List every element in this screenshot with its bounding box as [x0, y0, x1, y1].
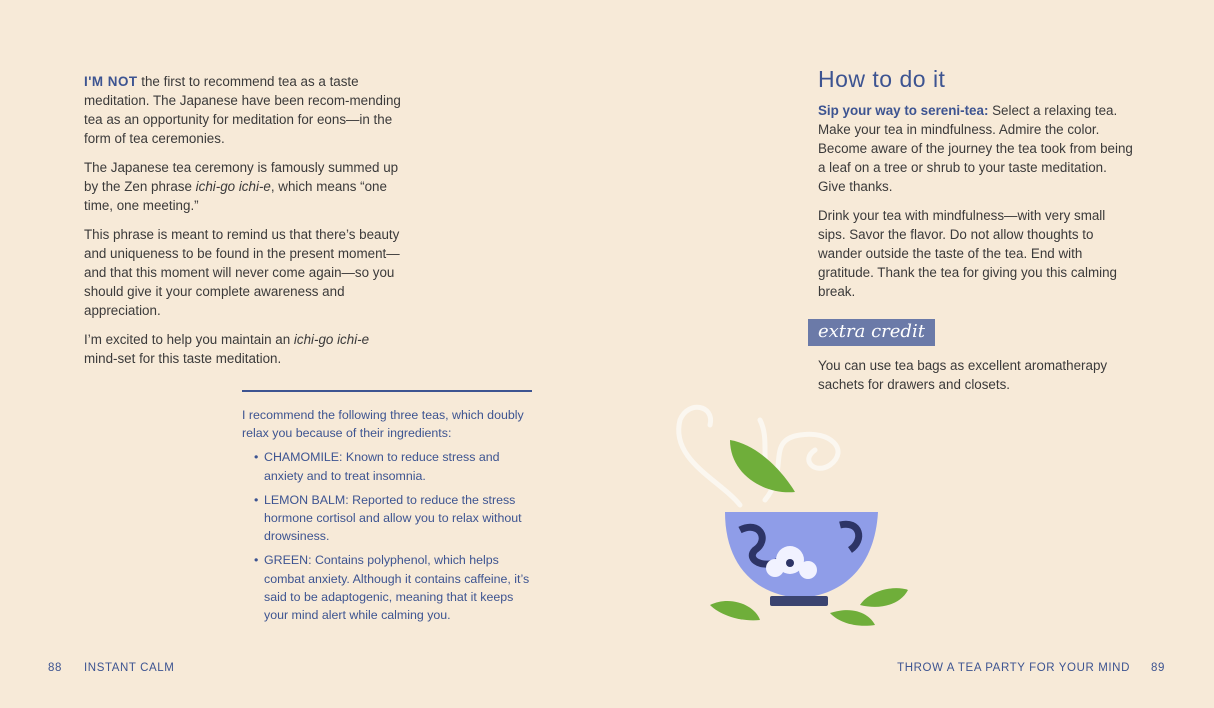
- italic-phrase: ichi-go ichi-e: [293, 332, 370, 347]
- text: , which means “one time, one meeting.”: [84, 179, 387, 213]
- lead-in: Sip your way to sereni-tea:: [818, 103, 989, 118]
- text: I’m excited to help you maintain an: [84, 332, 294, 347]
- right-body: [818, 66, 1133, 404]
- paragraph: [84, 330, 406, 368]
- section-heading: How to do it: [818, 66, 946, 92]
- left-body: [84, 72, 406, 378]
- page-number: 88: [48, 662, 62, 674]
- paragraph: This phrase is meant to remind us that there’s beauty and uniqueness to be found in the present moment—and that this moment will never come again—so you should give it your complete awareness and appreciation.: [84, 227, 400, 318]
- list-item: • LEMON BALM: Reported to reduce the stress hormone cortisol and allow you to relax without drowsiness.: [264, 491, 532, 546]
- tea-sidebar: [242, 390, 532, 630]
- extra-credit-badge: extra credit: [808, 319, 935, 346]
- text: The Japanese tea ceremony is famously summed up by the Zen phrase: [84, 160, 399, 194]
- paragraph: [84, 72, 406, 148]
- italic-phrase: ichi-go ichi-e: [195, 179, 271, 194]
- sidebar-intro: I recommend the following three teas, which doubly relax you because of their ingredients:: [242, 408, 524, 441]
- list-item: • CHAMOMILE: Known to reduce stress and anxiety and to treat insomnia.: [264, 448, 532, 484]
- lead-in: I'M NOT: [84, 74, 138, 89]
- paragraph: You can use tea bags as excellent aromatherapy sachets for drawers and closets.: [818, 358, 1108, 392]
- list-item: • GREEN: Contains polyphenol, which helps combat anxiety. Although it contains caffeine, it’s said to be adaptogenic, meaning that it keeps your mind alert while calming you.: [264, 551, 532, 624]
- text: Select a relaxing tea. Make your tea in mindfulness. Admire the color. Become aware of the journey the tea took from being a leaf on a tree or shrub to your taste meditation. Give thanks.: [818, 103, 1133, 194]
- page-number: 89: [1151, 662, 1165, 674]
- paragraph: [818, 101, 1133, 196]
- tea-bowl-illustration: [670, 400, 920, 630]
- paragraph: [84, 158, 406, 215]
- text: mind-set for this taste meditation.: [84, 351, 282, 366]
- tea-list: [242, 448, 532, 624]
- text: the first to recommend tea as a taste meditation. The Japanese have been recom-mending tea as an opportunity for meditation for eons—in the form of tea ceremonies.: [84, 74, 401, 146]
- running-header: THROW A TEA PARTY FOR YOUR MIND: [897, 662, 1130, 674]
- running-header: INSTANT CALM: [84, 662, 175, 674]
- paragraph: Drink your tea with mindfulness—with very small sips. Savor the flavor. Do not allow thoughts to wander outside the taste of the tea. End with gratitude. Thank the tea for giving you this calming break.: [818, 208, 1117, 299]
